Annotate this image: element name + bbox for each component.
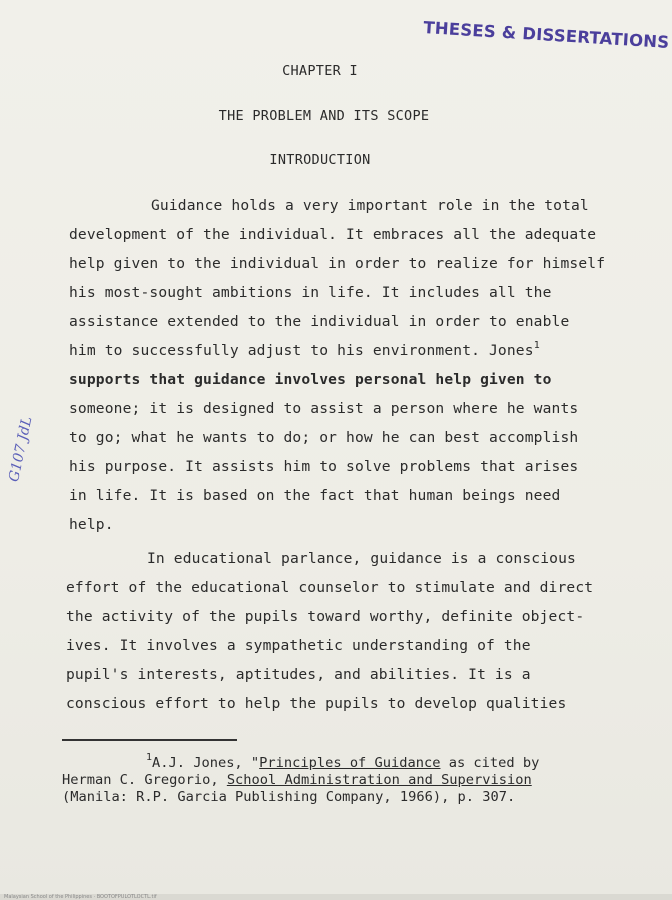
paragraph-line: Guidance holds a very important role in the total [151,197,589,214]
footnote-text: A.J. Jones, " [152,755,260,771]
footnote-line [62,772,532,788]
paragraph-line: his most-sought ambitions in life. It includes all the [69,284,552,301]
paragraph-line [69,342,540,359]
paragraph-line: the activity of the pupils toward worthy, definite object- [66,608,585,625]
section-heading: INTRODUCTION [269,152,371,168]
paragraph-line: development of the individual. It embraces all the adequate [69,226,597,243]
theses-stamp: THESES & DISSERTATIONS [422,18,670,53]
footnote-reference: 1 [533,340,540,351]
scan-footer: Malaysian School of the Philippines · BOOTOFPULOTLOCTL.tif [0,894,672,900]
paragraph-line: effort of the educational counselor to stimulate and direct [66,579,594,596]
paragraph-line-text: him to successfully adjust to his environment. Jones [69,342,534,359]
paragraph-line: to go; what he wants to do; or how he can best accomplish [69,429,579,446]
footnote-cited-title: Principles of Guidance [259,755,441,771]
paragraph-line: assistance extended to the individual in order to enable [69,313,570,330]
footnote-marker: 1 [146,752,153,763]
paragraph-line: in life. It is based on the fact that human beings need [69,487,561,504]
paragraph-line: conscious effort to help the pupils to develop qualities [66,695,567,712]
paragraph-line: ives. It involves a sympathetic understanding of the [66,637,531,654]
paragraph-line: supports that guidance involves personal help given to [69,371,552,388]
chapter-title: THE PROBLEM AND ITS SCOPE [218,108,430,124]
handwritten-note: G107 JdL [6,415,36,484]
paragraph-line: his purpose. It assists him to solve problems that arises [69,458,579,475]
footnote-text: Herman C. Gregorio, [62,772,227,788]
paragraph-line: help given to the individual in order to realize for himself [69,255,606,272]
chapter-heading: CHAPTER I [282,63,358,79]
paragraph-line: In educational parlance, guidance is a conscious [147,550,576,567]
paragraph-line: someone; it is designed to assist a person where he wants [69,400,579,417]
footnote-rule [62,739,237,741]
footnote-line [146,752,540,771]
paragraph-line: help. [69,516,114,533]
footnote-text: as cited by [440,755,540,771]
paragraph-line: pupil's interests, aptitudes, and abilities. It is a [66,666,531,683]
footnote-line: (Manila: R.P. Garcia Publishing Company, 1966), p. 307. [62,789,516,805]
footnote-source-title: School Administration and Supervision [226,772,532,788]
